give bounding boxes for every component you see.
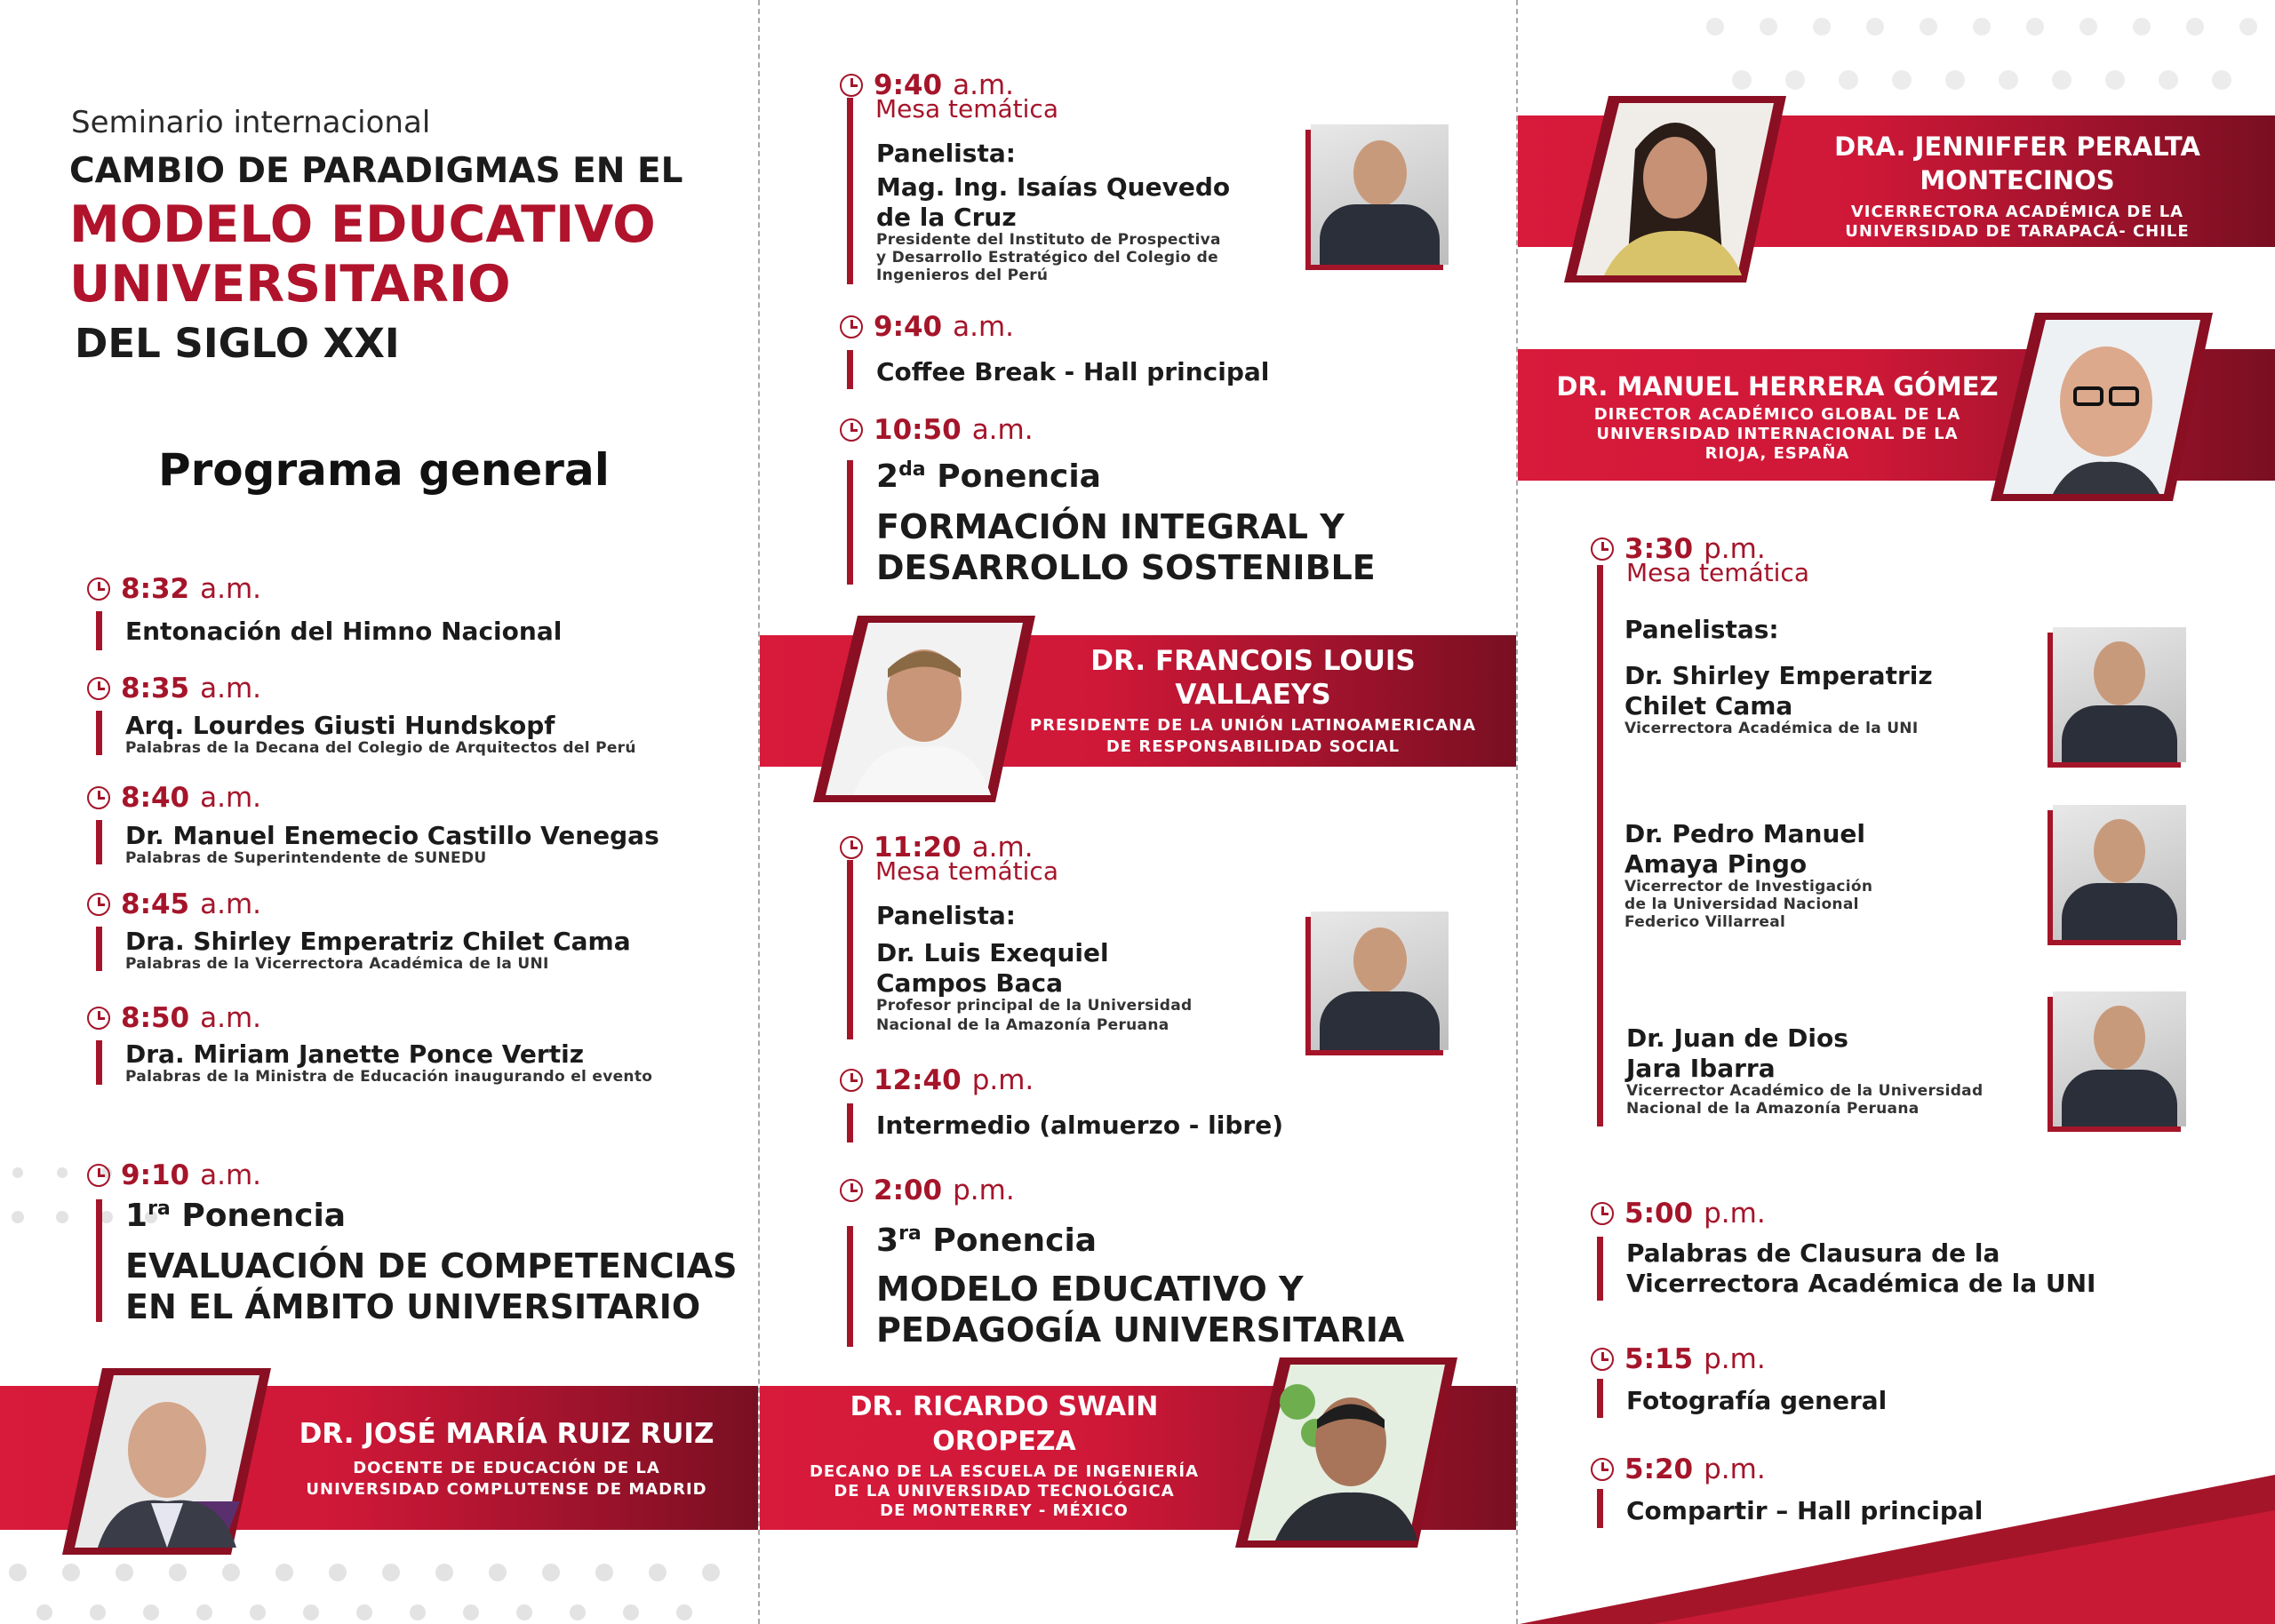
clock-icon <box>87 1007 110 1030</box>
suit-shape <box>1320 991 1440 1050</box>
clock-icon <box>840 836 863 859</box>
event-title: Coffee Break - Hall principal <box>876 357 1270 386</box>
panelist-label: Panelistas: <box>1624 615 1779 644</box>
panelist-photo-campos <box>1311 912 1449 1050</box>
time-940-mesa: 9:40 a.m. <box>840 69 1014 101</box>
ponencia-heading: $1^{ra}$ Ponencia <box>125 1198 347 1234</box>
event-bar <box>96 1040 102 1085</box>
ponencia-topic-line-2: EN EL ÁMBITO UNIVERSITARIO <box>125 1287 701 1326</box>
event-bar <box>96 820 102 864</box>
event-bar <box>96 927 102 971</box>
mesa-label: Mesa temática <box>875 94 1058 123</box>
speaker-name-swain-2: OROPEZA <box>932 1426 1076 1457</box>
mesa-bar <box>847 860 853 1039</box>
clock-icon <box>840 315 863 338</box>
panelist-name-2: Chilet Cama <box>1624 691 1793 720</box>
speaker-name-peralta-2: MONTECINOS <box>1920 165 2115 195</box>
clock-icon <box>1591 537 1614 561</box>
clock-icon <box>87 677 110 700</box>
event-subtitle: Palabras de la Decana del Colegio de Arquitectos del Perú <box>125 739 636 757</box>
speaker-role-swain-1: DECANO DE LA ESCUELA DE INGENIERÍA <box>809 1462 1200 1481</box>
event-subtitle: Palabras de Superintendente de SUNEDU <box>125 849 487 867</box>
speaker-role-herrera-1: DIRECTOR ACADÉMICO GLOBAL DE LA <box>1593 405 1961 424</box>
title-line-3: UNIVERSITARIO <box>69 255 511 314</box>
closing-line-1: Palabras de Clausura de la <box>1626 1238 2000 1268</box>
panelist-role-1: Presidente del Instituto de Prospectiva <box>876 231 1221 249</box>
event-bar <box>847 350 853 389</box>
speaker-role-swain-2: DE LA UNIVERSIDAD TECNOLÓGICA <box>834 1482 1175 1501</box>
panelist-photo-jara <box>2053 991 2186 1126</box>
panelist-role-3: Ingenieros del Perú <box>876 267 1049 284</box>
ponencia-topic-line-2: PEDAGOGÍA UNIVERSITARIA <box>876 1310 1405 1349</box>
clock-icon <box>87 893 110 916</box>
event-title: Entonación del Himno Nacional <box>125 617 563 646</box>
portrait-image <box>1991 313 2213 501</box>
speaker-name-vallaeys-2: VALLAEYS <box>1175 679 1331 711</box>
speaker-name-ruiz: DR. JOSÉ MARÍA RUIZ RUIZ <box>299 1418 714 1450</box>
event-bar <box>1597 1379 1603 1418</box>
event-bar <box>1597 1489 1603 1528</box>
title-line-1: CAMBIO DE PARADIGMAS EN EL <box>69 151 683 191</box>
event-title: Arq. Lourdes Giusti Hundskopf <box>125 711 555 740</box>
panelist-name-2: Jara Ibarra <box>1626 1054 1776 1083</box>
program-title: Programa general <box>158 444 610 496</box>
speaker-name-vallaeys-1: DR. FRANCOIS LOUIS <box>1090 645 1416 677</box>
clock-icon <box>87 577 110 601</box>
panelist-name-1: Dr. Pedro Manuel <box>1624 819 1866 848</box>
speaker-name-herrera: DR. MANUEL HERRERA GÓMEZ <box>1556 371 1999 402</box>
panelist-label: Panelista: <box>876 139 1016 168</box>
time-515: 5:15 p.m. <box>1591 1343 1766 1375</box>
panelist-name-2: Campos Baca <box>876 968 1064 998</box>
clock-icon <box>840 1069 863 1092</box>
speaker-photo-herrera <box>1991 313 2213 501</box>
time-845: 8:45 a.m. <box>87 888 261 920</box>
panelist-name-2: Amaya Pingo <box>1624 849 1808 879</box>
face-shape <box>1353 140 1407 206</box>
speaker-role-ruiz-2: UNIVERSIDAD COMPLUTENSE DE MADRID <box>306 1480 707 1499</box>
speaker-role-vallaeys-2: DE RESPONSABILIDAD SOCIAL <box>1106 737 1401 756</box>
face-shape <box>2094 1006 2145 1070</box>
speaker-name-peralta-1: DRA. JENNIFFER PERALTA <box>1834 131 2200 162</box>
panelist-name-1: Dr. Luis Exequiel <box>876 938 1109 967</box>
panelist-photo-amaya <box>2053 805 2186 940</box>
event-title: Dra. Shirley Emperatriz Chilet Cama <box>125 927 631 956</box>
suit-shape <box>2062 883 2177 940</box>
ponencia-bar <box>847 460 853 585</box>
portrait-image <box>1564 96 1786 283</box>
event-bar <box>847 1103 853 1142</box>
time-835: 8:35 a.m. <box>87 673 261 705</box>
panelist-role-2: Nacional de la Amazonía Peruana <box>1626 1100 1920 1118</box>
fold-line-1 <box>758 0 760 1624</box>
mesa-label: Mesa temática <box>875 856 1058 886</box>
speaker-photo-vallaeys <box>813 616 1035 802</box>
ponencia-bar <box>847 1226 853 1347</box>
title-line-4: DEL SIGLO XXI <box>75 320 400 367</box>
event-title: Fotografía general <box>1626 1386 1888 1415</box>
face-shape <box>2094 819 2145 883</box>
ponencia-topic-line-1: FORMACIÓN INTEGRAL Y <box>876 507 1345 546</box>
ponencia-topic-line-1: EVALUACIÓN DE COMPETENCIAS <box>125 1246 738 1286</box>
ponencia-topic-line-1: MODELO EDUCATIVO Y <box>876 1270 1304 1309</box>
speaker-photo-swain <box>1235 1357 1457 1548</box>
panelist-role-3: Federico Villarreal <box>1624 913 1786 931</box>
event-subtitle: Palabras de la Vicerrectora Académica de la UNI <box>125 955 549 973</box>
speaker-photo-peralta <box>1564 96 1786 283</box>
portrait-image <box>813 616 1035 802</box>
closing-line-2: Vicerrectora Académica de la UNI <box>1626 1269 2096 1298</box>
clock-icon <box>840 1179 863 1202</box>
panelist-name-1: Dr. Juan de Dios <box>1626 1023 1848 1053</box>
event-title: Dr. Manuel Enemecio Castillo Venegas <box>125 821 659 850</box>
time-1240: 12:40 p.m. <box>840 1064 1034 1096</box>
clock-icon <box>840 74 863 97</box>
speaker-photo-ruiz <box>62 1368 271 1555</box>
event-title: Intermedio (almuerzo - libre) <box>876 1111 1284 1140</box>
clock-icon <box>87 1164 110 1187</box>
speaker-role-peralta-2: UNIVERSIDAD DE TARAPACÁ- CHILE <box>1845 222 2190 241</box>
mesa-label: Mesa temática <box>1626 558 1809 587</box>
speaker-role-vallaeys-1: PRESIDENTE DE LA UNIÓN LATINOAMERICANA <box>1029 716 1477 735</box>
speaker-role-herrera-2: UNIVERSIDAD INTERNACIONAL DE LA <box>1596 425 1959 443</box>
seminar-intro: Seminario internacional <box>71 105 431 140</box>
mesa-bar <box>847 98 853 284</box>
panelist-name-2: de la Cruz <box>876 203 1017 232</box>
clock-icon <box>1591 1202 1614 1225</box>
event-subtitle: Palabras de la Ministra de Educación inaugurando el evento <box>125 1068 653 1086</box>
panelist-photo-quevedo <box>1311 124 1449 265</box>
panelist-role-2: Nacional de la Amazonía Peruana <box>876 1016 1169 1034</box>
panelist-name-1: Dr. Shirley Emperatriz <box>1624 661 1933 690</box>
event-bar <box>96 711 102 755</box>
clock-icon <box>840 418 863 442</box>
clock-icon <box>87 786 110 809</box>
panelist-role-1: Profesor principal de la Universidad <box>876 997 1193 1015</box>
panelist-role-1: Vicerrectora Académica de la UNI <box>1624 720 1919 737</box>
speaker-role-peralta-1: VICERRECTORA ACADÉMICA DE LA <box>1850 203 2184 221</box>
panelist-role-2: y Desarrollo Estratégico del Colegio de <box>876 249 1218 267</box>
time-500: 5:00 p.m. <box>1591 1198 1766 1230</box>
clock-icon <box>1591 1348 1614 1371</box>
portrait-image <box>1235 1357 1457 1548</box>
time-840: 8:40 a.m. <box>87 782 261 814</box>
time-520: 5:20 p.m. <box>1591 1453 1766 1485</box>
event-bar <box>96 611 102 650</box>
portrait-image <box>62 1368 271 1555</box>
mesa-bar <box>1597 565 1603 1126</box>
speaker-name-swain-1: DR. RICARDO SWAIN <box>850 1391 1159 1422</box>
suit-shape <box>1320 204 1440 265</box>
panelist-role-2: de la Universidad Nacional <box>1624 896 1859 913</box>
ponencia-heading: $2^{da}$ Ponencia <box>876 458 1101 495</box>
time-1050: 10:50 a.m. <box>840 414 1034 446</box>
event-title: Compartir – Hall principal <box>1626 1496 1984 1525</box>
time-940-coffee: 9:40 a.m. <box>840 311 1014 343</box>
time-200: 2:00 p.m. <box>840 1174 1015 1206</box>
event-title: Dra. Miriam Janette Ponce Vertiz <box>125 1039 585 1069</box>
panelist-label: Panelista: <box>876 901 1016 930</box>
face-shape <box>1353 927 1407 993</box>
panelist-name-1: Mag. Ing. Isaías Quevedo <box>876 172 1231 202</box>
speaker-role-swain-3: DE MONTERREY - MÉXICO <box>880 1501 1129 1520</box>
panelist-photo-chilet <box>2053 627 2186 762</box>
title-line-2: MODELO EDUCATIVO <box>69 195 656 254</box>
time-832: 8:32 a.m. <box>87 573 261 605</box>
time-910: 9:10 a.m. <box>87 1159 261 1191</box>
face-shape <box>2094 641 2145 705</box>
speaker-role-herrera-3: RIOJA, ESPAÑA <box>1704 444 1850 463</box>
time-850: 8:50 a.m. <box>87 1002 261 1034</box>
suit-shape <box>2062 705 2177 762</box>
time-1120: 11:20 a.m. <box>840 832 1034 864</box>
panelist-role-1: Vicerrector de Investigación <box>1624 878 1873 896</box>
ponencia-topic-line-2: DESARROLLO SOSTENIBLE <box>876 548 1376 587</box>
event-bar <box>1597 1237 1603 1301</box>
suit-shape <box>2062 1070 2177 1126</box>
panelist-role-1: Vicerrector Académico de la Universidad <box>1626 1082 1984 1100</box>
ponencia-heading: $3^{ra}$ Ponencia <box>876 1222 1098 1259</box>
speaker-role-ruiz-1: DOCENTE DE EDUCACIÓN DE LA <box>353 1459 660 1477</box>
clock-icon <box>1591 1458 1614 1481</box>
time-330: 3:30 p.m. <box>1591 533 1766 565</box>
ponencia-bar <box>96 1199 102 1322</box>
